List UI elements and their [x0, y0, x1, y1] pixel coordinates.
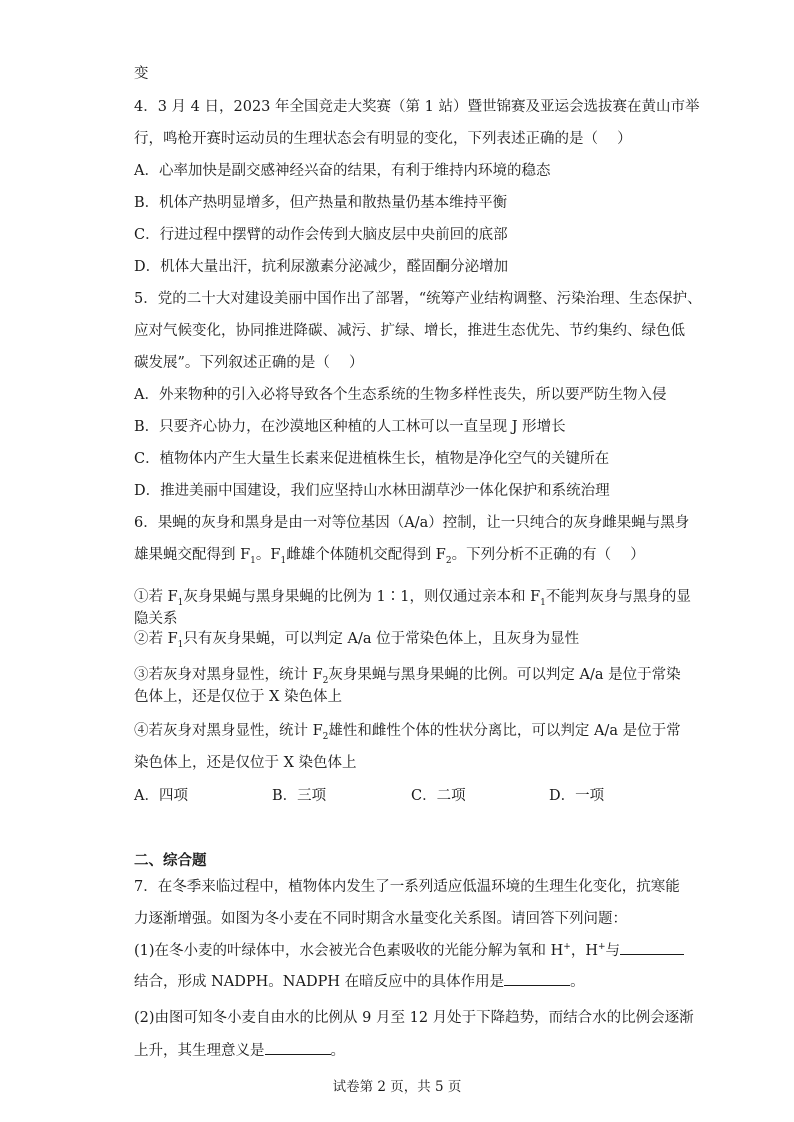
question-6-stem: 6．果蝇的灰身和黑身是由一对等位基因（A/a）控制，让一只纯合的灰身雌果蝇与黑身 — [134, 515, 690, 531]
question-4-option-b: B．机体产热明显增多，但产热量和散热量仍基本维持平衡 — [134, 195, 508, 211]
section-heading: 二、综合题 — [134, 852, 207, 869]
answer-blank — [504, 971, 570, 986]
question-6-statement-2: ②若 $F_1$只有灰身果蝇，可以判定 A/a 位于常染色体上，且灰身为显性 — [134, 631, 580, 650]
question-6-statement-4-cont: 染色体上，还是仅位于 X 染色体上 — [134, 755, 357, 771]
question-4-option-d: D．机体大量出汗，抗利尿激素分泌减少，醛固酮分泌增加 — [134, 259, 509, 275]
question-7-part-1-cont: 结合，形成 NADPH。NADPH 在暗反应中的具体作用是 。 — [134, 971, 585, 992]
question-6-statement-1-cont: 隐关系 — [134, 611, 178, 627]
question-7-stem: 7．在冬季来临过程中，植物体内发生了一系列适应低温环境的生理生化变化，抗寒能 — [134, 879, 680, 895]
question-4-stem: 4．3 月 4 日，2023 年全国竞走大奖赛（第 1 站）暨世锦赛及亚运会选拔赛在黄山市举 — [134, 99, 700, 115]
question-5-option-d: D．推进美丽中国建设，我们应坚持山水林田湖草沙一体化保护和系统治理 — [134, 483, 610, 499]
question-6-option-c: C．二项 — [411, 788, 466, 804]
text-line: 变 — [134, 66, 149, 82]
question-5-stem: 5．党的二十大对建设美丽中国作出了部署，“统筹产业结构调整、污染治理、生态保护、 — [134, 291, 702, 307]
answer-blank — [265, 1040, 331, 1055]
question-5-option-c: C．植物体内产生大量生长素来促进植株生长，植物是净化空气的关键所在 — [134, 451, 610, 467]
question-4-stem-cont: 行，鸣枪开赛时运动员的生理状态会有明显的变化，下列表述正确的是（ ） — [134, 131, 632, 147]
question-6-stem-cont: 雄果蝇交配得到 $F_1$。$F_1$雌雄个体随机交配得到 $F_2$。下列分析不正确的有（ ） — [134, 547, 645, 566]
question-7-stem-cont: 力逐渐增强。如图为冬小麦在不同时期含水量变化关系图。请回答下列问题： — [134, 911, 627, 927]
question-6-statement-4: ④若灰身对黑身显性，统计 $F_2$雄性和雌性个体的性状分离比，可以判定 A/a 是位于常 — [134, 723, 681, 742]
answer-blank — [620, 940, 684, 955]
question-6-option-b: B．三项 — [272, 788, 327, 804]
question-6-statement-3-cont: 色体上，还是仅位于 X 染色体上 — [134, 689, 343, 705]
question-6-option-d: D．一项 — [549, 788, 605, 804]
question-4-option-c: C．行进过程中摆臂的动作会传到大脑皮层中央前回的底部 — [134, 227, 508, 243]
question-7-part-2-cont: 上升，其生理意义是 。 — [134, 1040, 345, 1061]
question-6-option-a: A．四项 — [134, 788, 188, 804]
page-footer: 试卷第 2 页，共 5 页 — [332, 1079, 462, 1095]
question-5-stem-end: 碳发展”。下列叙述正确的是（ ） — [134, 355, 364, 371]
question-5-option-b: B．只要齐心协力，在沙漠地区种植的人工林可以一直呈现 J 形增长 — [134, 419, 566, 435]
question-4-option-a: A．心率加快是副交感神经兴奋的结果，有利于维持内环境的稳态 — [134, 163, 551, 179]
question-7-part-2: (2)由图可知冬小麦自由水的比例从 9 月至 12 月处于下降趋势，而结合水的比例会逐渐 — [134, 1010, 694, 1026]
question-6-statement-1: ①若 $F_1$灰身果蝇与黑身果蝇的比例为 1∶1，则仅通过亲本和 $F_1$不能判灰身与黑身的显 — [134, 589, 691, 608]
question-5-option-a: A．外来物种的引入必将导致各个生态系统的生物多样性丧失，所以要严防生物入侵 — [134, 387, 667, 403]
question-7-part-1: (1)在冬小麦的叶绿体中，水会被光合色素吸收的光能分解为氧和 H+，H+与 — [134, 940, 684, 961]
question-5-stem-cont: 应对气候变化，协同推进降碳、减污、扩绿、增长，推进生态优先、节约集约、绿色低 — [134, 323, 685, 339]
question-6-statement-3: ③若灰身对黑身显性，统计 $F_2$灰身果蝇与黑身果蝇的比例。可以判定 A/a 是位于常染 — [134, 667, 681, 686]
